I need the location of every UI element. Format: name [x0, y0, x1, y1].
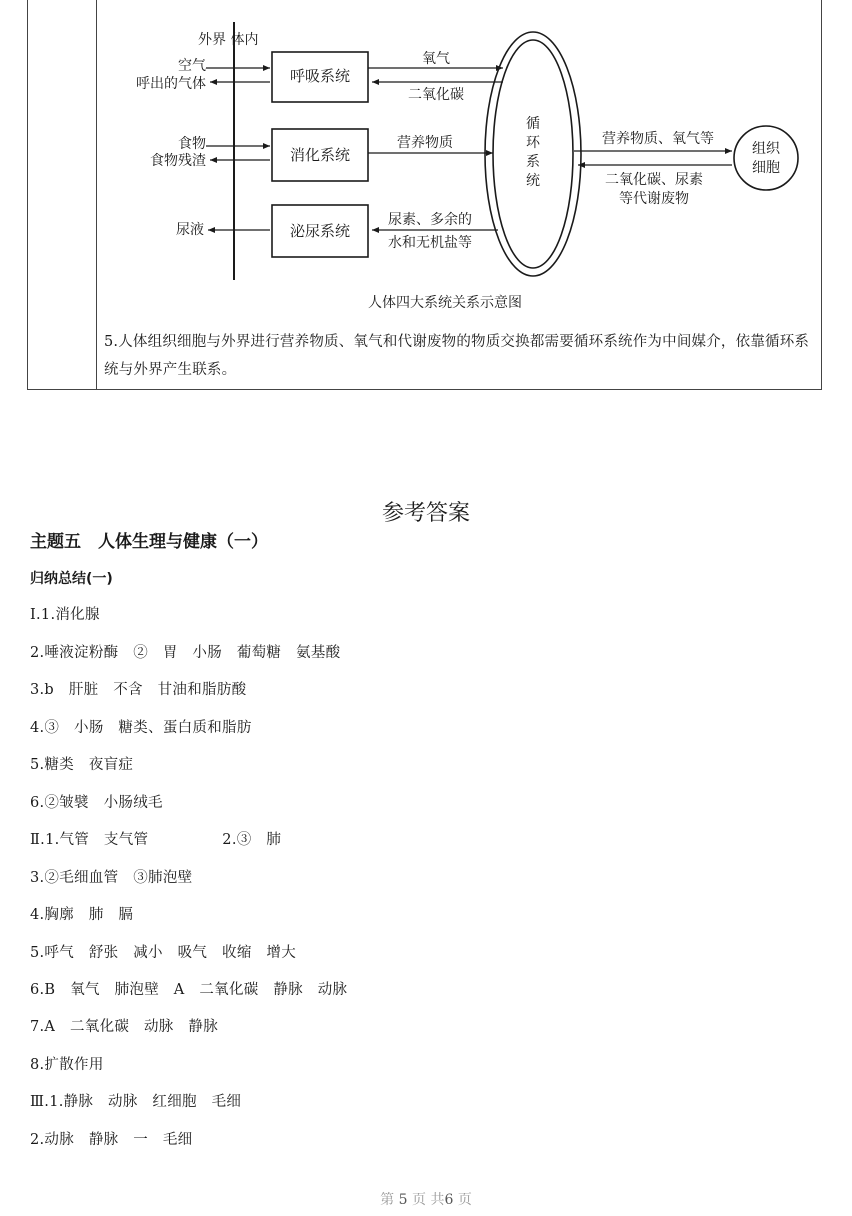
- answer-line: 4.③ 小肠 糖类、蛋白质和脂肪: [30, 720, 252, 736]
- footer-prefix: 第: [380, 1192, 395, 1208]
- answer-line: Ⅲ.1.静脉 动脉 红细胞 毛细: [30, 1094, 242, 1110]
- note-paragraph: 5.人体组织细胞与外界进行营养物质、氧气和代谢废物的物质交换都需要循环系统作为中间媒介，依靠循环系统与外界产生联系。: [104, 334, 810, 378]
- from-cell-label-2: 等代谢废物: [619, 191, 689, 207]
- exhaled-label: 呼出的气体: [136, 76, 206, 92]
- tissue-cell-circle: [734, 126, 798, 190]
- footer-middle: 页 共: [412, 1192, 445, 1208]
- to-cell-label: 营养物质、氧气等: [602, 131, 714, 147]
- circulation-char-3: 系: [526, 154, 540, 170]
- total-page-number: 6: [444, 1192, 454, 1208]
- circulation-char-2: 环: [526, 135, 540, 151]
- urinary-system-label: 泌尿系统: [289, 222, 351, 240]
- current-page-number: 5: [398, 1192, 408, 1208]
- diagram-caption: 人体四大系统关系示意图: [368, 295, 522, 311]
- circulation-char-4: 统: [526, 173, 540, 189]
- urea-label-2: 水和无机盐等: [388, 235, 472, 251]
- urea-label-1: 尿素、多余的: [388, 212, 472, 228]
- topic-heading: 主题五 人体生理与健康（一）: [30, 532, 268, 552]
- tissue-cell-label-2: 细胞: [752, 160, 780, 176]
- oxygen-label: 氧气: [422, 51, 450, 67]
- answer-line: 5.呼气 舒张 减小 吸气 收缩 增大: [30, 945, 297, 961]
- from-cell-label-1: 二氧化碳、尿素: [605, 172, 703, 188]
- nutrients-label: 营养物质: [397, 135, 453, 151]
- diagram-header: 外界 体内: [198, 32, 259, 48]
- circulation-char-1: 循: [526, 116, 540, 132]
- answer-line: 4.胸廓 肺 膈: [30, 907, 134, 923]
- digestive-system-label: 消化系统: [289, 146, 351, 164]
- co2-label: 二氧化碳: [408, 87, 464, 103]
- residue-label: 食物残渣: [150, 153, 206, 169]
- answer-line: Ⅱ.1.气管 支气管 2.③ 肺: [30, 832, 282, 848]
- page-footer: [0, 1189, 852, 1209]
- four-systems-diagram: [0, 0, 852, 300]
- answer-line: 2.唾液淀粉酶 ② 胃 小肠 葡萄糖 氨基酸: [30, 645, 341, 661]
- answer-line: 2.动脉 静脉 一 毛细: [30, 1132, 193, 1148]
- answer-line: 6.②皱襞 小肠绒毛: [30, 795, 163, 811]
- answer-line: 7.A 二氧化碳 动脉 静脉: [30, 1019, 219, 1035]
- answer-line: Ⅰ.1.消化腺: [30, 607, 100, 623]
- air-label: 空气: [178, 58, 206, 74]
- urine-label: 尿液: [176, 222, 204, 238]
- answer-line: 5.糖类 夜盲症: [30, 757, 134, 773]
- answer-line: 6.B 氧气 肺泡壁 A 二氧化碳 静脉 动脉: [30, 982, 348, 998]
- food-label: 食物: [178, 136, 206, 152]
- answer-line: 3.②毛细血管 ③肺泡壁: [30, 870, 193, 886]
- respiratory-system-label: 呼吸系统: [289, 67, 351, 85]
- footer-suffix: 页: [457, 1192, 472, 1208]
- answer-line: 3.b 肝脏 不含 甘油和脂肪酸: [30, 682, 247, 698]
- answer-line: 8.扩散作用: [30, 1057, 104, 1073]
- answers-title: 参考答案: [381, 501, 470, 526]
- tissue-cell-label-1: 组织: [752, 141, 780, 157]
- section-heading: 归纳总结(一): [30, 571, 113, 587]
